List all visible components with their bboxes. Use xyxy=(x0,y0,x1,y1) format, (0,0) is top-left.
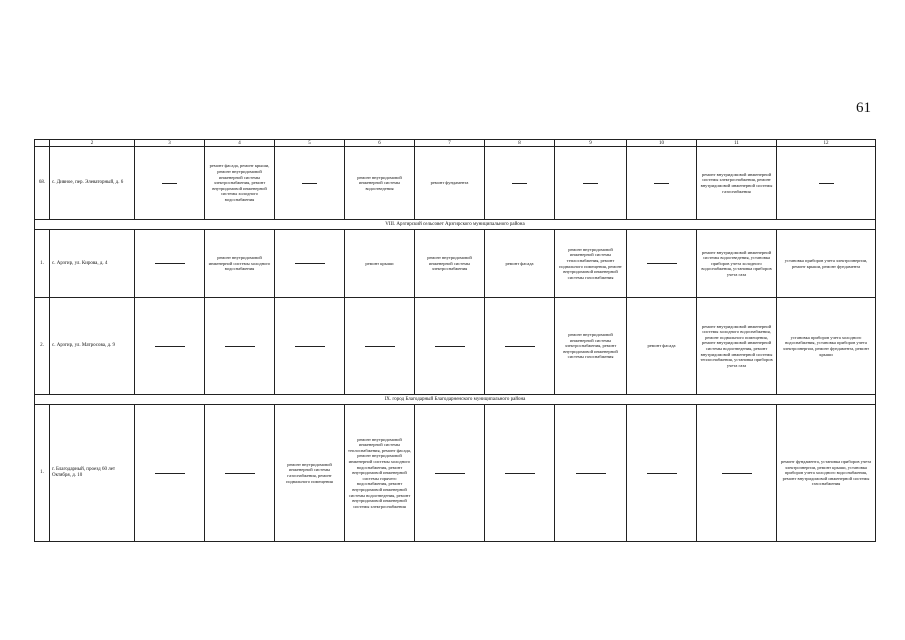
row-number: 1. xyxy=(35,230,50,298)
dash-line xyxy=(512,183,527,184)
empty-dash-cell xyxy=(697,405,777,542)
empty-dash-cell xyxy=(275,147,345,220)
section-title: VIII. Арзгирский сельсовет Арзгирского муниципального района xyxy=(35,220,876,230)
empty-dash-cell xyxy=(627,405,697,542)
column-number-cell xyxy=(35,140,50,147)
section-header-row xyxy=(35,220,876,230)
row-number: 1. xyxy=(35,405,50,542)
dash-line xyxy=(819,183,834,184)
empty-dash-cell xyxy=(627,230,697,298)
work-cell: ремонт фундамента, установка приборов учета электроэнергии, ремонт крыши, установка приборов учета холодного водоснабжения, ремонт внутридомовой инженерной системы газоснабжения xyxy=(777,405,876,542)
empty-dash-cell xyxy=(485,298,555,395)
dash-line xyxy=(225,346,255,347)
dash-line xyxy=(647,263,677,264)
dash-line xyxy=(435,346,465,347)
dash-line xyxy=(162,183,177,184)
empty-dash-cell xyxy=(415,405,485,542)
work-cell: ремонт внутридомовой инженерной системы теплоснабжения, ремонт фасада, ремонт внутридомовой инженерной системы холодного водоснабжения, ремонт внутридомовой инженерной системы горячего водоснабжения, ремонт внутридомовой инженерной системы водоотведения, ремонт внутридомовой инженерной системы электроснабжения xyxy=(345,405,415,542)
repair-schedule-table xyxy=(34,139,876,542)
empty-dash-cell xyxy=(205,405,275,542)
empty-dash-cell xyxy=(135,298,205,395)
empty-dash-cell xyxy=(777,147,876,220)
work-cell: ремонт крыши xyxy=(345,230,415,298)
work-cell: ремонт фасада xyxy=(627,298,697,395)
work-cell: ремонт внутридомовой инженерной системы теплоснабжения, ремонт подвального помещения, ремонт внутридомовой инженерной системы газоснабжения xyxy=(555,230,627,298)
dash-line xyxy=(576,473,606,474)
empty-dash-cell xyxy=(205,298,275,395)
empty-dash-cell xyxy=(135,405,205,542)
work-cell: ремонт фундамента xyxy=(415,147,485,220)
dash-line xyxy=(155,263,185,264)
column-number-cell: 7 xyxy=(415,140,485,147)
table-row xyxy=(35,147,876,220)
column-number-cell: 5 xyxy=(275,140,345,147)
dash-line xyxy=(647,473,677,474)
column-number-cell: 12 xyxy=(777,140,876,147)
dash-line xyxy=(155,473,185,474)
empty-dash-cell xyxy=(555,405,627,542)
address-cell: с. Арзгир, ул. Матросова, д. 9 xyxy=(50,298,135,395)
dash-line xyxy=(654,183,669,184)
table-body xyxy=(35,140,876,542)
work-cell: ремонт внутридомовой инженерной системы водоотведения xyxy=(345,147,415,220)
dash-line xyxy=(722,473,752,474)
column-number-cell: 10 xyxy=(627,140,697,147)
work-cell: ремонт фасада, ремонт крыши, ремонт внутридомовой инженерной системы электроснабжения, ремонт внутридомовой инженерной системы холодного водоснабжения xyxy=(205,147,275,220)
section-title: IX. город Благодарный Благодарненского муниципального района xyxy=(35,395,876,405)
work-cell: установка приборов учета электроэнергии, ремонт крыши, ремонт фундамента xyxy=(777,230,876,298)
row-number: 68. xyxy=(35,147,50,220)
table-row xyxy=(35,230,876,298)
dash-line xyxy=(435,473,465,474)
row-number: 2. xyxy=(35,298,50,395)
work-cell: ремонт внутридомовой инженерной системы электроснабжения xyxy=(415,230,485,298)
dash-line xyxy=(295,346,325,347)
table-row xyxy=(35,298,876,395)
dash-line xyxy=(505,346,535,347)
empty-dash-cell xyxy=(415,298,485,395)
work-cell: ремонт внутридомовой инженерной системы электроснабжения, ремонт внутридомовой инженерной системы газоснабжения xyxy=(697,147,777,220)
empty-dash-cell xyxy=(275,230,345,298)
dash-line xyxy=(295,263,325,264)
empty-dash-cell xyxy=(485,405,555,542)
dash-line xyxy=(302,183,317,184)
column-number-cell: 4 xyxy=(205,140,275,147)
column-number-cell: 2 xyxy=(50,140,135,147)
section-header-row xyxy=(35,395,876,405)
dash-line xyxy=(225,473,255,474)
address-cell: с. Арзгир, ул. Кирова, д. 4 xyxy=(50,230,135,298)
empty-dash-cell xyxy=(485,147,555,220)
dash-line xyxy=(365,346,395,347)
column-number-cell: 11 xyxy=(697,140,777,147)
work-cell: ремонт внутридомовой инженерной системы холодного водоснабжения xyxy=(205,230,275,298)
dash-line xyxy=(155,346,185,347)
work-cell: установка приборов учета холодного водоснабжения, установка приборов учета электроэнергии, ремонт фундамента, ремонт крыши xyxy=(777,298,876,395)
work-cell: ремонт внутридомовой инженерной системы электроснабжения, ремонт внутридомовой инженерной системы газоснабжения xyxy=(555,298,627,395)
address-cell: с. Дивное, пер. Элеваторный, д. 6 xyxy=(50,147,135,220)
page-number: 61 xyxy=(856,100,871,116)
table-row xyxy=(35,405,876,542)
empty-dash-cell xyxy=(135,230,205,298)
dash-line xyxy=(505,473,535,474)
dash-line xyxy=(583,183,598,184)
work-cell: ремонт внутридомовой инженерной системы водоотведения, установка приборов учета холодного водоснабжения, установка приборов учета газа xyxy=(697,230,777,298)
empty-dash-cell xyxy=(275,298,345,395)
column-number-cell: 9 xyxy=(555,140,627,147)
empty-dash-cell xyxy=(345,298,415,395)
column-number-cell: 8 xyxy=(485,140,555,147)
empty-dash-cell xyxy=(555,147,627,220)
work-cell: ремонт внутридомовой инженерной системы холодного водоснабжения, ремонт подвального помещения, ремонт внутридомовой инженерной системы водоотведения, ремонт внутридомовой инженерной системы теплоснабжения, установка приборов учета газа xyxy=(697,298,777,395)
address-cell: г. Благодарный, проезд 60 лет Октября, д. 10 xyxy=(50,405,135,542)
empty-dash-cell xyxy=(135,147,205,220)
column-number-row xyxy=(35,140,876,147)
empty-dash-cell xyxy=(627,147,697,220)
column-number-cell: 3 xyxy=(135,140,205,147)
work-cell: ремонт фасада xyxy=(485,230,555,298)
column-number-cell: 6 xyxy=(345,140,415,147)
work-cell: ремонт внутридомовой инженерной системы газоснабжения, ремонт подвального помещения xyxy=(275,405,345,542)
